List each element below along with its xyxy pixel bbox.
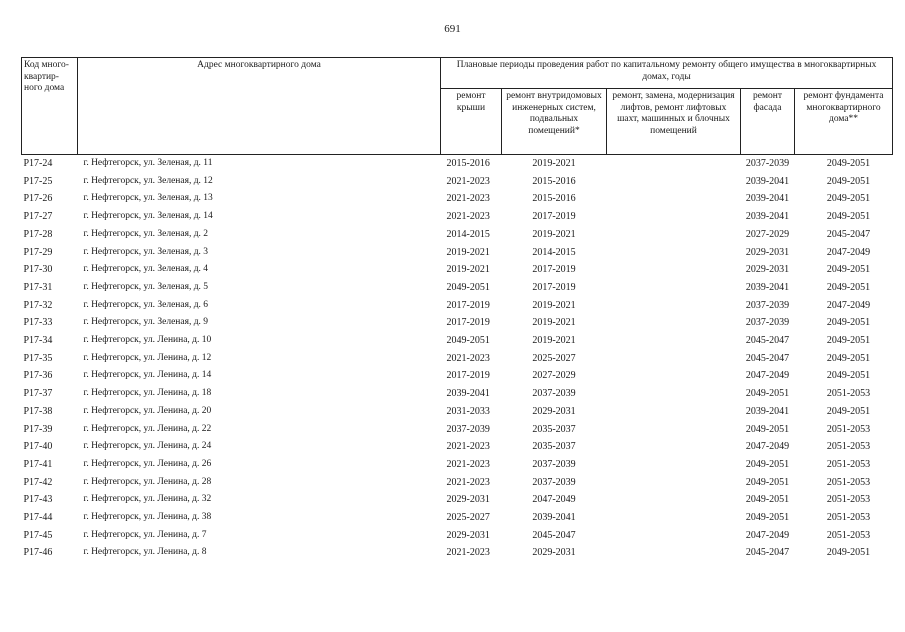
cell-engineering: 2019-2021 [532,317,576,329]
cell-roof: 2025-2027 [446,512,490,524]
cell-roof: 2039-2041 [446,388,490,400]
cell-facade: 2029-2031 [745,246,790,258]
cell-lifts [607,279,741,297]
cell-foundation: 2049-2051 [826,264,871,276]
cell-lifts [607,173,741,191]
cell-engineering: 2035-2037 [532,441,576,453]
cell-foundation: 2049-2051 [826,405,871,417]
cell-engineering: 2025-2027 [532,352,576,364]
cell-facade: 2027-2029 [745,228,790,240]
cell-foundation: 2051-2053 [826,476,871,488]
cell-foundation: 2047-2049 [826,246,871,258]
cell-roof: 2037-2039 [446,423,490,435]
cell-address: г. Нефтегорск, ул. Зеленая, д. 6 [83,299,209,310]
cell-foundation: 2049-2051 [826,547,871,559]
cell-facade: 2047-2049 [745,370,790,382]
cell-code: Р17-36 [23,370,53,382]
cell-lifts [607,155,741,173]
cell-foundation: 2049-2051 [826,175,871,187]
cell-address: г. Нефтегорск, ул. Ленина, д. 22 [83,423,212,434]
cell-foundation: 2049-2051 [826,158,871,169]
cell-facade: 2045-2047 [745,352,790,364]
cell-engineering: 2037-2039 [532,476,576,488]
table-row [22,456,893,474]
cell-lifts [607,332,741,350]
cell-code: Р17-44 [23,512,53,524]
cell-engineering: 2047-2049 [532,494,576,506]
cell-engineering: 2017-2019 [532,281,576,293]
cell-roof: 2021-2023 [446,352,490,364]
cell-code: Р17-27 [23,211,53,223]
cell-lifts [607,367,741,385]
table-row [22,350,893,368]
cell-roof: 2021-2023 [446,193,490,205]
cell-address: г. Нефтегорск, ул. Ленина, д. 14 [83,370,212,381]
cell-foundation: 2051-2053 [826,423,871,435]
table-row [22,261,893,279]
cell-engineering: 2029-2031 [532,405,576,417]
table-row [22,385,893,403]
header-periods: Плановые периоды проведения работ по капитальному ремонту общего имущества в многоквартирных домах, годы [441,58,893,89]
cell-facade: 2039-2041 [745,193,790,205]
cell-engineering: 2027-2029 [532,370,576,382]
cell-engineering: 2039-2041 [532,512,576,524]
cell-foundation: 2051-2053 [826,388,871,400]
cell-lifts [607,509,741,527]
cell-foundation: 2049-2051 [826,335,871,347]
table-header [22,58,893,155]
table-body [22,155,893,563]
cell-lifts [607,403,741,421]
cell-foundation: 2051-2053 [826,441,871,453]
cell-address: г. Нефтегорск, ул. Зеленая, д. 5 [83,281,209,292]
table-row [22,438,893,456]
cell-address: г. Нефтегорск, ул. Ленина, д. 8 [83,547,207,558]
cell-foundation: 2051-2053 [826,494,871,506]
cell-address: г. Нефтегорск, ул. Ленина, д. 26 [83,458,212,469]
header-address: Адрес многоквартирного дома [78,58,441,155]
cell-address: г. Нефтегорск, ул. Ленина, д. 24 [83,441,212,452]
cell-foundation: 2049-2051 [826,193,871,205]
table-row [22,155,893,173]
table-row [22,367,893,385]
header-roof: ремонт крыши [441,89,502,155]
cell-lifts [607,421,741,439]
header-lifts: ремонт, замена, модернизация лифтов, ремонт лифтовых шахт, машинных и блочных помещений [607,89,741,155]
cell-foundation: 2049-2051 [826,211,871,223]
cell-code: Р17-26 [23,193,53,205]
cell-code: Р17-38 [23,405,53,417]
cell-lifts [607,350,741,368]
cell-code: Р17-42 [23,476,53,488]
cell-lifts [607,208,741,226]
cell-facade: 2045-2047 [745,547,790,559]
cell-roof: 2021-2023 [446,458,490,470]
table-row [22,491,893,509]
cell-roof: 2021-2023 [446,211,490,223]
cell-foundation: 2051-2053 [826,458,871,470]
table-row [22,279,893,297]
cell-lifts [607,527,741,545]
cell-code: Р17-43 [23,494,53,506]
cell-address: г. Нефтегорск, ул. Ленина, д. 20 [83,405,212,416]
cell-engineering: 2037-2039 [532,458,576,470]
cell-lifts [607,190,741,208]
cell-code: Р17-35 [23,352,53,364]
capital-repair-table [21,57,893,562]
cell-lifts [607,456,741,474]
table-row [22,314,893,332]
cell-engineering: 2019-2021 [532,228,576,240]
cell-foundation: 2051-2053 [826,529,871,541]
cell-facade: 2049-2051 [745,476,790,488]
cell-facade: 2049-2051 [745,512,790,524]
cell-address: г. Нефтегорск, ул. Зеленая, д. 11 [83,158,213,168]
cell-code: Р17-24 [23,158,53,169]
cell-code: Р17-28 [23,228,53,240]
cell-code: Р17-25 [23,175,53,187]
cell-address: г. Нефтегорск, ул. Зеленая, д. 13 [83,193,213,204]
cell-lifts [607,244,741,262]
cell-address: г. Нефтегорск, ул. Зеленая, д. 2 [83,228,209,239]
table-row [22,244,893,262]
cell-roof: 2021-2023 [446,476,490,488]
cell-code: Р17-34 [23,335,53,347]
cell-code: Р17-29 [23,246,53,258]
cell-facade: 2039-2041 [745,281,790,293]
cell-lifts [607,385,741,403]
header-foundation: ремонт фундамента многоквартирного дома** [795,89,893,155]
table-row [22,509,893,527]
table-row [22,544,893,562]
cell-foundation: 2047-2049 [826,299,871,311]
cell-engineering: 2019-2021 [532,299,576,311]
cell-engineering: 2017-2019 [532,211,576,223]
cell-lifts [607,226,741,244]
cell-lifts [607,474,741,492]
cell-foundation: 2045-2047 [826,228,871,240]
cell-roof: 2031-2033 [446,405,490,417]
cell-roof: 2014-2015 [446,228,490,240]
cell-roof: 2049-2051 [446,335,490,347]
table-row [22,332,893,350]
table-row [22,208,893,226]
cell-address: г. Нефтегорск, ул. Зеленая, д. 12 [83,175,213,186]
cell-engineering: 2015-2016 [532,193,576,205]
cell-code: Р17-31 [23,281,53,293]
table-row [22,474,893,492]
cell-engineering: 2029-2031 [532,547,576,559]
cell-address: г. Нефтегорск, ул. Ленина, д. 12 [83,352,212,363]
cell-code: Р17-32 [23,299,53,311]
cell-address: г. Нефтегорск, ул. Ленина, д. 38 [83,512,212,523]
cell-facade: 2037-2039 [745,317,790,329]
cell-lifts [607,261,741,279]
cell-lifts [607,314,741,332]
cell-facade: 2037-2039 [745,299,790,311]
cell-engineering: 2035-2037 [532,423,576,435]
cell-address: г. Нефтегорск, ул. Зеленая, д. 9 [83,317,209,328]
cell-engineering: 2019-2021 [532,335,576,347]
cell-foundation: 2049-2051 [826,370,871,382]
cell-facade: 2039-2041 [745,405,790,417]
cell-address: г. Нефтегорск, ул. Зеленая, д. 4 [83,264,209,275]
table-row [22,421,893,439]
cell-lifts [607,438,741,456]
cell-roof: 2021-2023 [446,175,490,187]
cell-address: г. Нефтегорск, ул. Ленина, д. 32 [83,494,212,505]
cell-foundation: 2051-2053 [826,512,871,524]
cell-engineering: 2014-2015 [532,246,576,258]
cell-lifts [607,297,741,315]
table-row [22,297,893,315]
cell-foundation: 2049-2051 [826,352,871,364]
cell-facade: 2049-2051 [745,458,790,470]
page-number: 691 [444,23,461,35]
cell-address: г. Нефтегорск, ул. Ленина, д. 10 [83,335,212,346]
cell-facade: 2039-2041 [745,175,790,187]
header-code: Код много-квартир-ного дома [22,58,78,155]
cell-facade: 2039-2041 [745,211,790,223]
cell-facade: 2049-2051 [745,494,790,506]
header-facade: ремонт фасада [741,89,795,155]
cell-address: г. Нефтегорск, ул. Зеленая, д. 14 [83,211,213,222]
cell-code: Р17-33 [23,317,53,329]
cell-roof: 2021-2023 [446,441,490,453]
cell-roof: 2017-2019 [446,299,490,311]
cell-code: Р17-37 [23,388,53,400]
cell-foundation: 2049-2051 [826,317,871,329]
cell-lifts [607,544,741,562]
cell-facade: 2045-2047 [745,335,790,347]
table-row [22,226,893,244]
cell-facade: 2047-2049 [745,441,790,453]
cell-foundation: 2049-2051 [826,281,871,293]
cell-address: г. Нефтегорск, ул. Ленина, д. 28 [83,476,212,487]
cell-lifts [607,491,741,509]
table-row [22,190,893,208]
table-row [22,527,893,545]
header-engineering: ремонт внутридомовых инженерных систем, подвальных помещений* [502,89,607,155]
cell-engineering: 2037-2039 [532,388,576,400]
cell-roof: 2021-2023 [446,547,490,559]
cell-roof: 2019-2021 [446,264,490,276]
cell-code: Р17-41 [23,458,53,470]
cell-roof: 2017-2019 [446,317,490,329]
cell-facade: 2029-2031 [745,264,790,276]
cell-roof: 2017-2019 [446,370,490,382]
cell-roof: 2029-2031 [446,529,490,541]
table-row [22,403,893,421]
table-row [22,173,893,191]
cell-engineering: 2015-2016 [532,175,576,187]
cell-roof: 2019-2021 [446,246,490,258]
cell-roof: 2015-2016 [446,158,490,169]
cell-address: г. Нефтегорск, ул. Зеленая, д. 3 [83,246,209,257]
cell-address: г. Нефтегорск, ул. Ленина, д. 18 [83,388,212,399]
cell-roof: 2029-2031 [446,494,490,506]
cell-code: Р17-39 [23,423,53,435]
cell-facade: 2049-2051 [745,423,790,435]
cell-code: Р17-46 [23,547,53,559]
cell-engineering: 2019-2021 [532,158,576,169]
cell-code: Р17-45 [23,529,53,541]
cell-code: Р17-30 [23,264,53,276]
cell-facade: 2047-2049 [745,529,790,541]
cell-engineering: 2017-2019 [532,264,576,276]
cell-address: г. Нефтегорск, ул. Ленина, д. 7 [83,529,207,540]
cell-roof: 2049-2051 [446,281,490,293]
cell-facade: 2037-2039 [745,158,790,169]
cell-engineering: 2045-2047 [532,529,576,541]
cell-code: Р17-40 [23,441,53,453]
cell-facade: 2049-2051 [745,388,790,400]
